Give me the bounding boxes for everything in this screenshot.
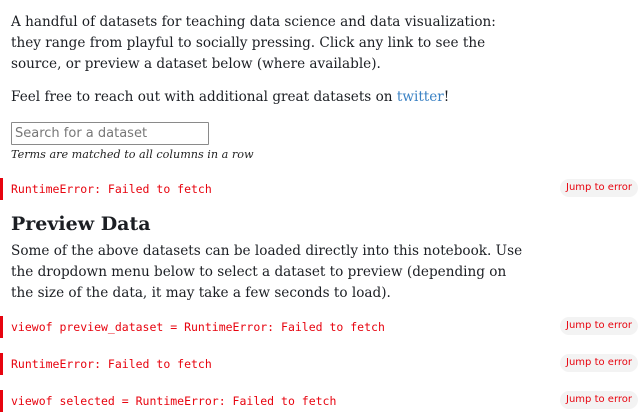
dataset-search-input[interactable]	[11, 122, 209, 145]
error-cell	[0, 353, 640, 375]
contact-prefix: Feel free to reach out with additional great datasets on	[11, 89, 397, 105]
error-message: viewof selected = RuntimeError: Failed to fetch	[11, 394, 337, 408]
preview-description: Some of the above datasets can be loaded directly into this notebook. Use the dropdown menu below to select a dataset to preview (depending on the size of the data, it may take a few seconds to load).	[11, 243, 523, 301]
error-marker-bar	[0, 353, 3, 375]
section-title-preview-data: Preview Data	[11, 213, 151, 235]
jump-to-error-button[interactable]: Jump to error	[560, 317, 638, 335]
error-message: viewof preview_dataset = RuntimeError: Failed to fetch	[11, 320, 385, 334]
intro-paragraph: A handful of datasets for teaching data science and data visualization: they range from playful to socially pressing. Click any link to see the source, or preview a dataset below (where available).	[11, 14, 496, 72]
error-message: RuntimeError: Failed to fetch	[11, 357, 212, 371]
contact-suffix: !	[443, 89, 450, 105]
error-cell	[0, 390, 640, 412]
search-hint: Terms are matched to all columns in a row	[11, 148, 254, 161]
error-marker-bar	[0, 316, 3, 338]
contact-paragraph	[11, 87, 531, 108]
error-message: RuntimeError: Failed to fetch	[11, 182, 212, 196]
jump-to-error-button[interactable]: Jump to error	[560, 179, 638, 197]
error-marker-bar	[0, 178, 3, 200]
error-marker-bar	[0, 390, 3, 412]
error-cell	[0, 316, 640, 338]
twitter-link[interactable]: twitter	[396, 89, 444, 105]
jump-to-error-button[interactable]: Jump to error	[560, 354, 638, 372]
error-cell	[0, 178, 640, 200]
jump-to-error-button[interactable]: Jump to error	[560, 391, 638, 409]
